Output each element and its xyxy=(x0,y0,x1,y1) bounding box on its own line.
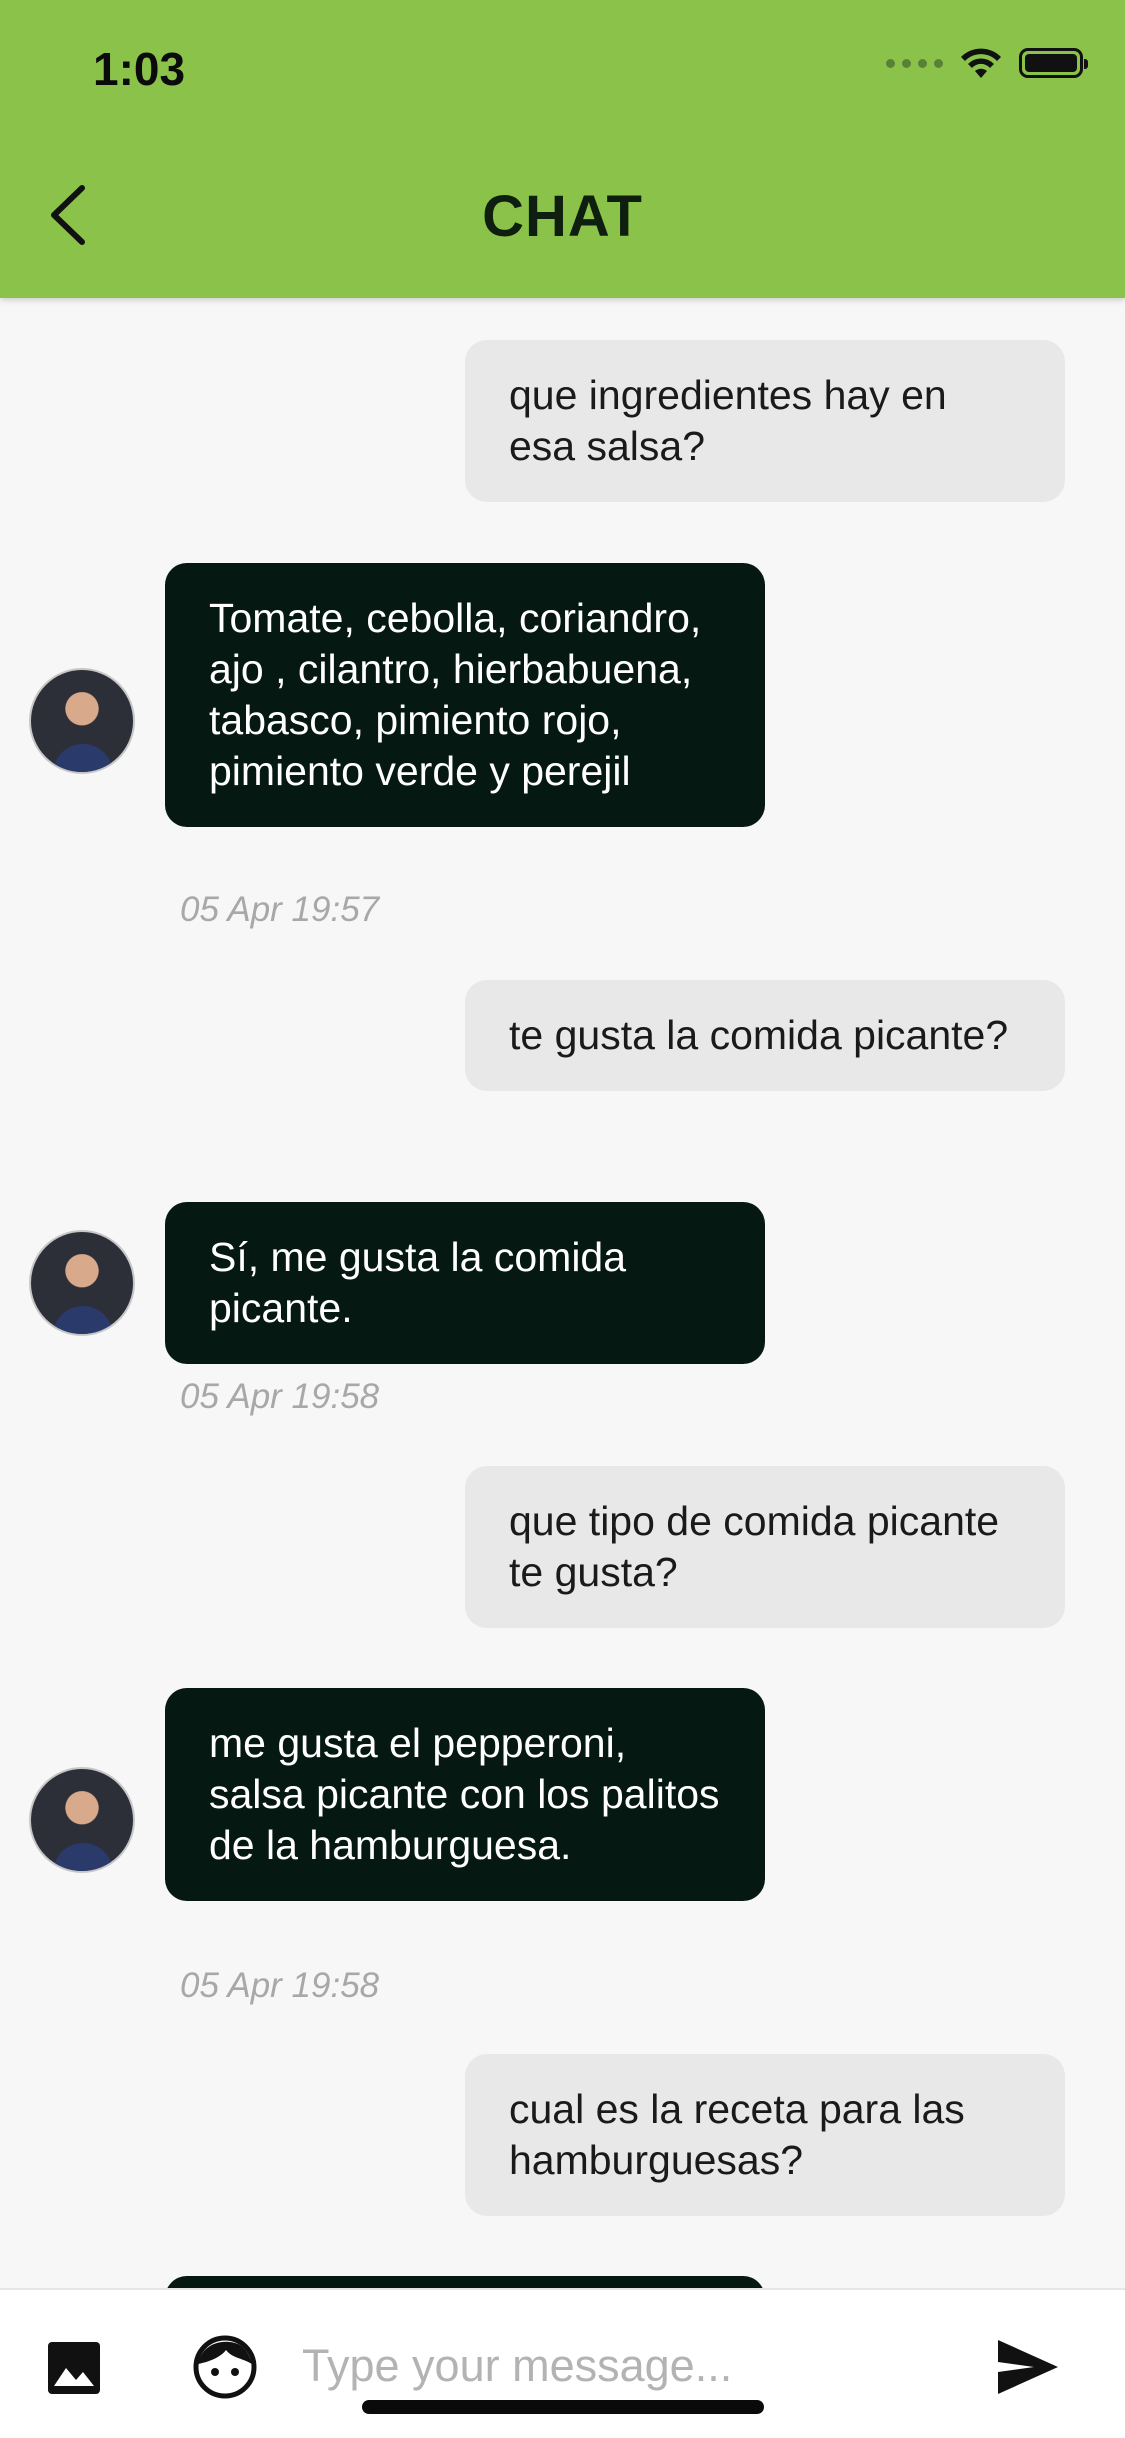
message-timestamp: 05 Apr 19:57 xyxy=(180,890,380,929)
battery-icon xyxy=(1019,48,1083,78)
app-header xyxy=(0,0,1125,298)
avatar xyxy=(29,1767,135,1873)
wifi-icon xyxy=(959,46,1003,80)
message-composer xyxy=(0,2288,1125,2438)
send-button[interactable] xyxy=(994,2336,1062,2398)
message-timestamp: 05 Apr 19:58 xyxy=(180,1377,380,1416)
status-time: 1:03 xyxy=(93,43,186,95)
user-message: cual es la receta para las hamburguesas? xyxy=(465,2054,1065,2216)
image-button[interactable] xyxy=(46,2340,102,2396)
page-title: CHAT xyxy=(482,184,643,249)
signal-icon xyxy=(886,59,943,68)
status-icons xyxy=(886,46,1083,80)
bot-message: Tomate, cebolla, coriandro, ajo , cilantro, hierbabuena, tabasco, pimiento rojo, pimiento verde y perejil xyxy=(165,563,765,827)
bot-message: Sí, me gusta la comida picante. xyxy=(165,1202,765,1364)
emoji-button[interactable] xyxy=(192,2334,258,2400)
home-indicator xyxy=(362,2400,764,2414)
message-input[interactable] xyxy=(300,2330,944,2402)
bot-message: me gusta el pepperoni, salsa picante con los palitos de la hamburguesa. xyxy=(165,1688,765,1901)
avatar xyxy=(29,1230,135,1336)
user-message: te gusta la comida picante? xyxy=(465,980,1065,1091)
message-timestamp: 05 Apr 19:58 xyxy=(180,1966,380,2005)
user-message: que ingredientes hay en esa salsa? xyxy=(465,340,1065,502)
user-message: que tipo de comida picante te gusta? xyxy=(465,1466,1065,1628)
avatar xyxy=(29,668,135,774)
